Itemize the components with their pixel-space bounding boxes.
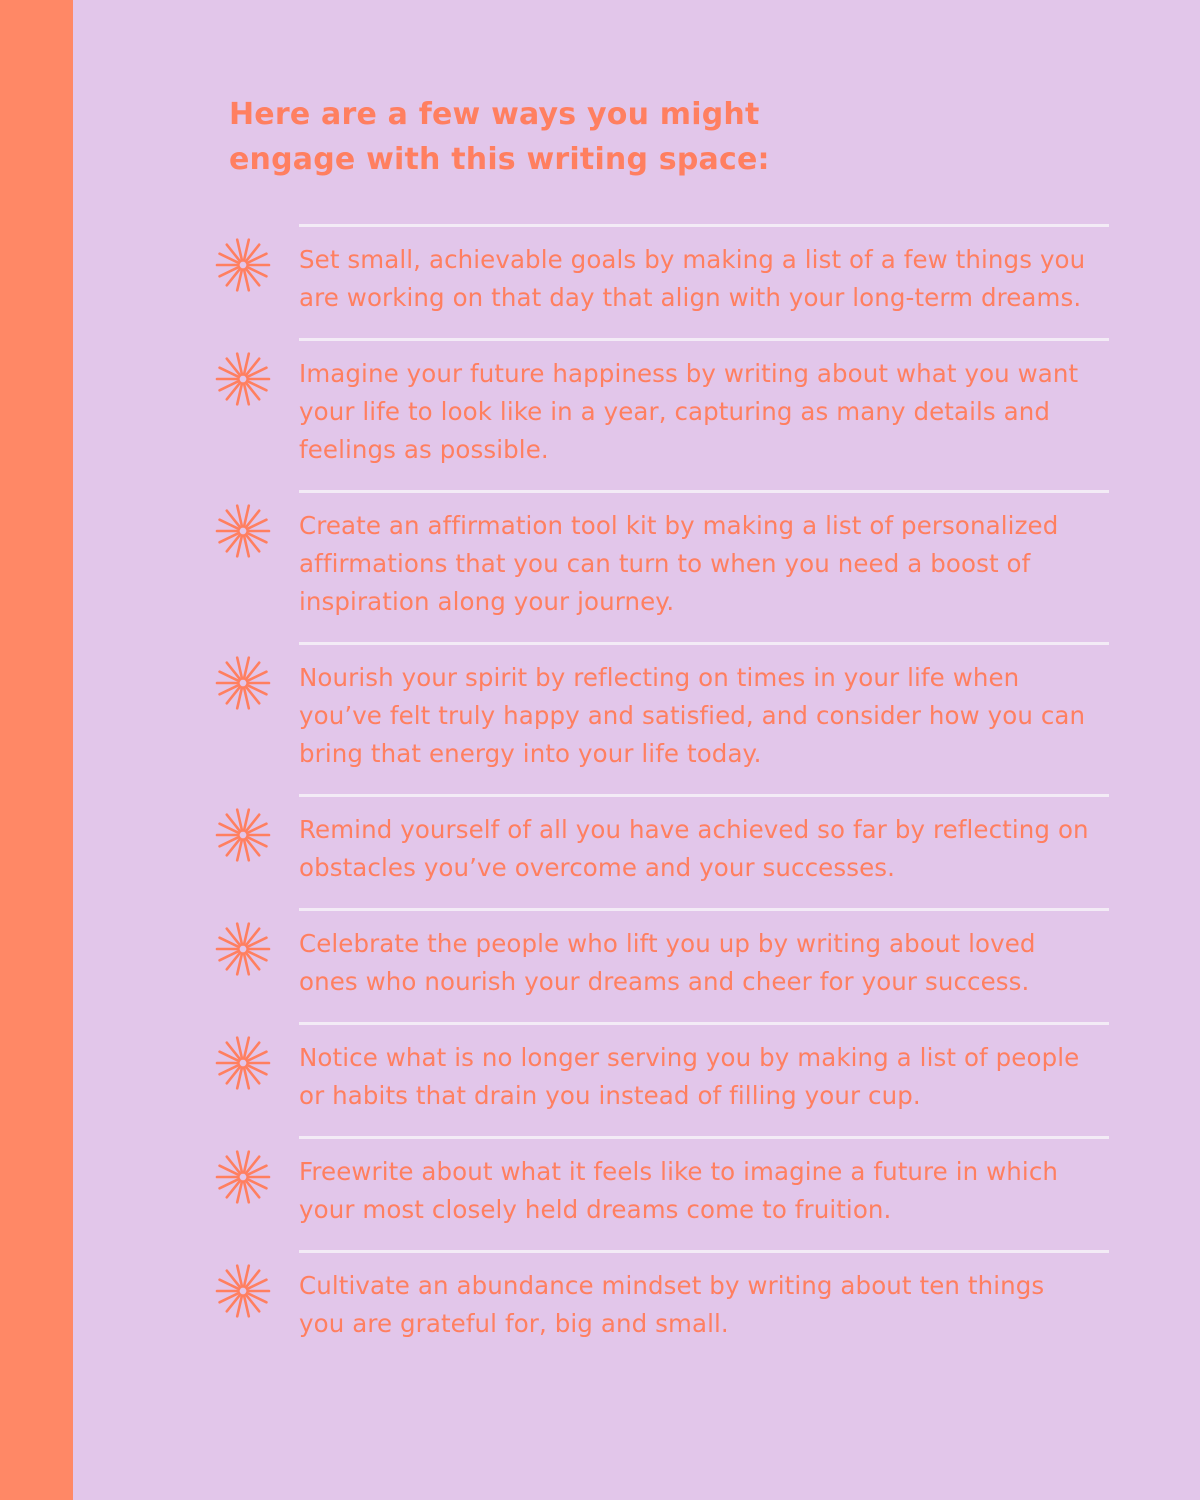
starburst-icon — [215, 503, 271, 559]
prompt-item — [299, 642, 1109, 794]
prompt-text: Celebrate the people who lift you up by writing about loved ones who nourish your dreams and cheer for your success. — [299, 929, 1036, 996]
starburst-icon — [215, 655, 271, 711]
prompt-text: Set small, achievable goals by making a list of a few things you are working on that day that align with your long-term dreams. — [299, 245, 1086, 312]
side-accent-band — [0, 0, 73, 1500]
starburst-icon — [215, 237, 271, 293]
prompt-text: Imagine your future happiness by writing about what you want your life to look like in a year, capturing as many details and feelings as possible. — [299, 359, 1079, 464]
prompt-item — [299, 1136, 1109, 1250]
prompt-item — [299, 224, 1109, 338]
starburst-icon — [215, 1263, 271, 1319]
prompt-list — [229, 224, 1109, 1364]
writing-prompts-section — [229, 92, 1109, 1364]
prompt-text: Nourish your spirit by reflecting on times in your life when you’ve felt truly happy and satisfied, and consider how you can bring that energy into your life today. — [299, 663, 1086, 768]
prompt-item — [299, 794, 1109, 908]
starburst-icon — [215, 351, 271, 407]
prompt-item — [299, 908, 1109, 1022]
starburst-icon — [215, 1149, 271, 1205]
prompt-item — [299, 490, 1109, 642]
prompt-item — [299, 1250, 1109, 1364]
page-heading: Here are a few ways you might engage with this writing space: — [229, 97, 770, 177]
starburst-icon — [215, 807, 271, 863]
prompt-item — [299, 338, 1109, 490]
prompt-text: Freewrite about what it feels like to imagine a future in which your most closely held dreams come to fruition. — [299, 1157, 1059, 1224]
prompt-text: Cultivate an abundance mindset by writing about ten things you are grateful for, big and small. — [299, 1271, 1045, 1338]
prompt-text: Notice what is no longer serving you by making a list of people or habits that drain you instead of filling your cup. — [299, 1043, 1080, 1110]
starburst-icon — [215, 1035, 271, 1091]
prompt-text: Create an affirmation tool kit by making a list of personalized affirmations that you can turn to when you need a boost of inspiration along your journey. — [299, 511, 1059, 616]
prompt-item — [299, 1022, 1109, 1136]
starburst-icon — [215, 921, 271, 977]
prompt-text: Remind yourself of all you have achieved so far by reflecting on obstacles you’ve overcome and your successes. — [299, 815, 1089, 882]
